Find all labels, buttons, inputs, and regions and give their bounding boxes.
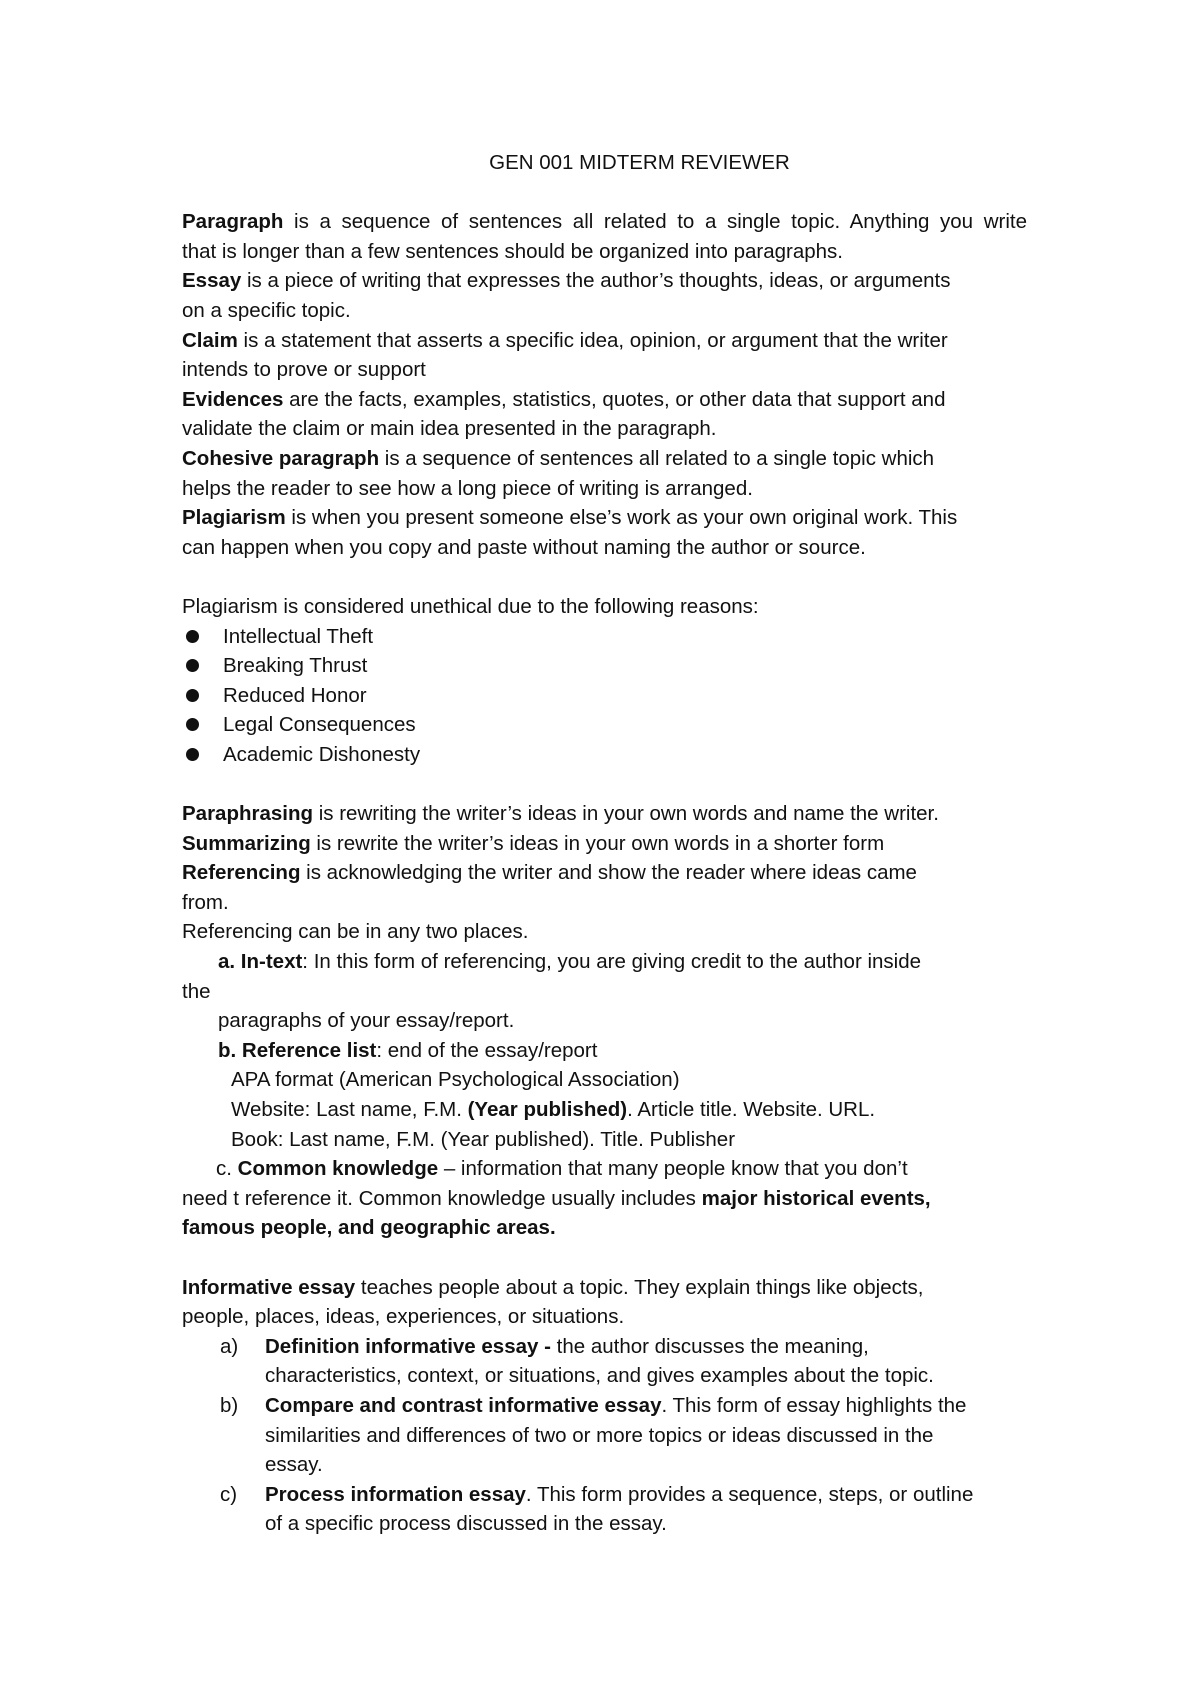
common-knowledge-line: c. Common knowledge – information that many people know that you don’t [216, 1157, 908, 1181]
term: Cohesive paragraph [182, 446, 380, 470]
common-knowledge-line-2: need t reference it. Common knowledge usually includes major historical events, [182, 1186, 931, 1210]
term: Claim [182, 328, 238, 352]
type-definition-cont: characteristics, context, or situations, and gives examples about the topic. [265, 1364, 934, 1388]
definition-evidences-cont: validate the claim or main idea presented in the paragraph. [182, 417, 717, 441]
apa-book: Book: Last name, F.M. (Year published). Title. Publisher [231, 1127, 736, 1151]
definition-plagiarism: Plagiarism is when you present someone else’s work as your own original work. This [182, 506, 958, 530]
bullet-icon [186, 630, 199, 643]
definition-paragraph: Paragraph is a sequence of sentences all related to a single topic. Anything you write [182, 210, 1027, 234]
term: Evidences [182, 387, 284, 411]
summarizing-line: Summarizing is rewrite the writer’s ideas in your own words in a shorter form [182, 831, 885, 855]
intext-line: a. In-text: In this form of referencing, you are giving credit to the author inside [218, 950, 922, 974]
bullet-icon [186, 718, 199, 731]
type-compare: b) Compare and contrast informative essay. This form of essay highlights the [220, 1393, 967, 1417]
common-knowledge-line-3: famous people, and geographic areas. [182, 1216, 556, 1240]
list-item: Breaking Thrust [182, 651, 1027, 681]
list-item: Reduced Honor [182, 681, 1027, 711]
definition-claim-cont: intends to prove or support [182, 358, 426, 382]
definition-plagiarism-cont: can happen when you copy and paste without naming the author or source. [182, 535, 866, 559]
reasons-list [182, 622, 1027, 770]
term: Plagiarism [182, 506, 286, 530]
bullet-icon [186, 659, 199, 672]
plagiarism-intro: Plagiarism is considered unethical due to the following reasons: [182, 594, 759, 618]
apa-format: APA format (American Psychological Association) [231, 1068, 680, 1092]
list-item: Legal Consequences [182, 710, 1027, 740]
definition-paragraph-cont: that is longer than a few sentences should be organized into paragraphs. [182, 239, 843, 263]
referencing-line-cont: from. [182, 890, 229, 914]
list-item: Academic Dishonesty [182, 740, 1027, 770]
definition-evidences: Evidences are the facts, examples, statistics, quotes, or other data that support and [182, 387, 946, 411]
apa-website: Website: Last name, F.M. (Year published). Article title. Website. URL. [231, 1098, 876, 1121]
informative-line-cont: people, places, ideas, experiences, or situations. [182, 1305, 625, 1329]
type-definition: a) Definition informative essay - the author discusses the meaning, [220, 1334, 869, 1358]
document-body [182, 148, 1027, 1539]
referencing-places: Referencing can be in any two places. [182, 920, 529, 944]
definition-claim: Claim is a statement that asserts a specific idea, opinion, or argument that the writer [182, 328, 948, 352]
referencing-line: Referencing is acknowledging the writer and show the reader where ideas came [182, 861, 917, 885]
paraphrasing-line: Paraphrasing is rewriting the writer’s ideas in your own words and name the writer. [182, 802, 939, 826]
type-process: c) Process information essay. This form provides a sequence, steps, or outline [220, 1482, 974, 1506]
definition-cohesive-cont: helps the reader to see how a long piece of writing is arranged. [182, 476, 753, 500]
bullet-icon [186, 689, 199, 702]
definition-cohesive: Cohesive paragraph is a sequence of sentences all related to a single topic which [182, 446, 935, 470]
type-compare-cont-2: essay. [265, 1453, 323, 1477]
list-item: Intellectual Theft [182, 622, 1027, 652]
bullet-icon [186, 748, 199, 761]
definition-essay-cont: on a specific topic. [182, 298, 351, 322]
type-process-cont: of a specific process discussed in the essay. [265, 1512, 667, 1536]
reflist-line: b. Reference list: end of the essay/report [218, 1038, 598, 1062]
term: Essay [182, 269, 242, 293]
informative-line: Informative essay teaches people about a topic. They explain things like objects, [182, 1275, 924, 1299]
definition-essay: Essay is a piece of writing that expresses the author’s thoughts, ideas, or arguments [182, 269, 951, 293]
intext-line-wrap: the [182, 979, 211, 1003]
type-compare-cont: similarities and differences of two or more topics or ideas discussed in the [265, 1423, 934, 1447]
term: Paragraph [182, 210, 284, 234]
intext-line-cont: paragraphs of your essay/report. [218, 1009, 515, 1033]
page-title: GEN 001 MIDTERM REVIEWER [489, 151, 790, 174]
